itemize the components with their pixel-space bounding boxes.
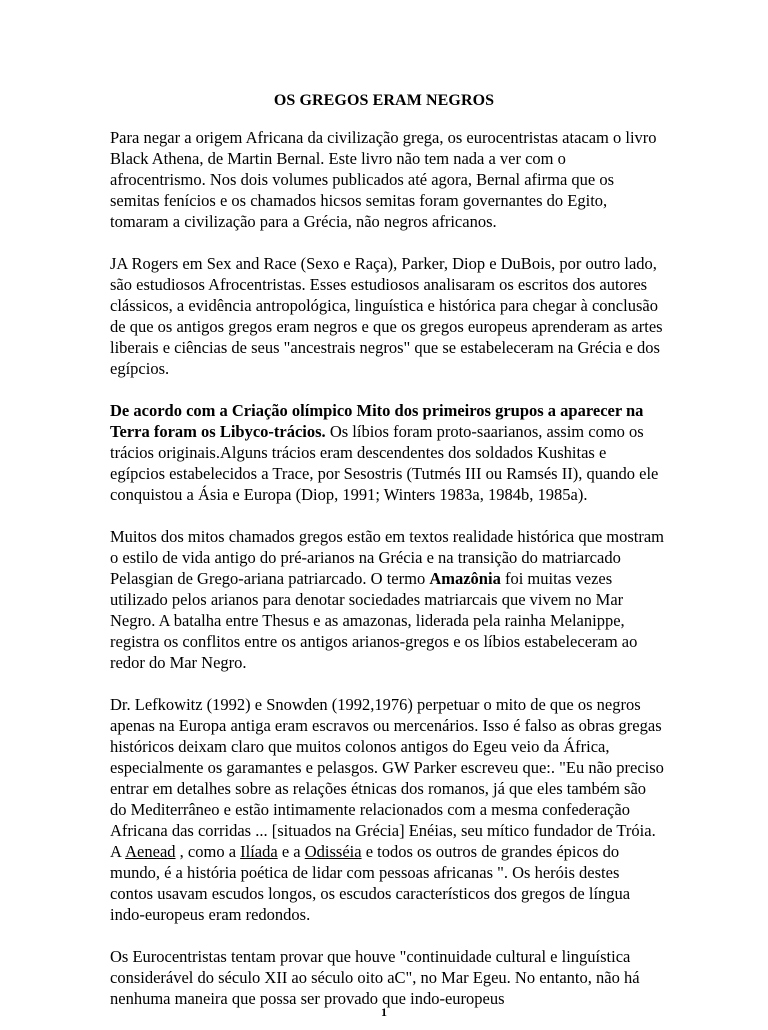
text-run: Os Eurocentristas tentam provar que houve "continuidade cultural e linguística considerável do século XII ao século oito aC", no Mar Egeu. No entanto, não há nenhuma maneira que possa ser provado que indo-europeus	[110, 947, 640, 1008]
paragraph-5	[110, 694, 664, 925]
paragraph-1	[110, 127, 664, 232]
text-run: foi muitas vezes utilizado pelos arianos para denotar sociedades matriarcais que vivem no Mar Negro. A batalha entre Thesus e as amazonas, liderada pela rainha Melanippe, registra os conflitos entre os antigos arianos-gregos e os líbios estabeleceram ao redor do Mar Negro.	[110, 569, 638, 672]
document-title: OS GREGOS ERAM NEGROS	[273, 92, 495, 109]
underlined-title-aenead: Aenead	[125, 842, 176, 861]
paragraph-4	[110, 526, 664, 673]
document-body	[110, 127, 664, 1030]
text-run: e todos os outros de grandes épicos do mundo, é a história poética de lidar com pessoas africanas ". Os heróis destes contos usavam escudos longos, os escudos característicos dos gregos de língua indo-europeus eram redondos.	[110, 842, 631, 924]
underlined-title-iliada: Ilíada	[240, 842, 278, 861]
bold-text-run: De acordo com a Criação olímpico Mito dos primeiros grupos a aparecer na Terra foram os Libyco-trácios.	[110, 401, 644, 441]
bold-term-amazonia: Amazônia	[429, 569, 501, 588]
paragraph-2	[110, 253, 664, 379]
text-run: JA Rogers em Sex and Race (Sexo e Raça), Parker, Diop e DuBois, por outro lado, são estudiosos Afrocentristas. Esses estudiosos analisaram os escritos dos autores clássicos, a evidência antropológica, linguística e histórica para chegar à conclusão de que os antigos gregos eram negros e que os gregos europeus aprenderam as artes liberais e ciências de seus "ancestrais negros" que se estabeleceram na Grécia e dos egípcios.	[110, 254, 663, 378]
underlined-title-odisseia: Odisséia	[304, 842, 362, 861]
page-number: 1	[381, 1005, 387, 1019]
text-run: Os líbios foram proto-saarianos, assim como os trácios originais.Alguns trácios eram descendentes dos soldados Kushitas e egípcios estabelecidos a Trace, por Sesostris (Tutmés III ou Ramsés II), quando ele conquistou a Ásia e Europa (Diop, 1991; Winters 1983a, 1984b, 1985a).	[110, 422, 659, 504]
text-run: , como a	[175, 842, 241, 861]
text-run: Muitos dos mitos chamados gregos estão em textos realidade histórica que mostram o estilo de vida antigo do pré-arianos na Grécia e na transição do matriarcado Pelasgian de Grego-ariana patriarcado. O termo	[110, 527, 665, 588]
text-run: e a	[277, 842, 305, 861]
text-run: Para negar a origem Africana da civilização grega, os eurocentristas atacam o livro Black Athena, de Martin Bernal. Este livro não tem nada a ver com o afrocentrismo. Nos dois volumes publicados até agora, Bernal afirma que os semitas fenícios e os chamados hicsos semitas foram governantes do Egito, tomaram a civilização para a Grécia, não negros africanos.	[110, 128, 657, 231]
paragraph-3	[110, 400, 664, 505]
text-run: Dr. Lefkowitz (1992) e Snowden (1992,1976) perpetuar o mito de que os negros apenas na Europa antiga eram escravos ou mercenários. Isso é falso as obras gregas históricos deixam claro que muitos colonos antigos do Egeu veio da África, especialmente os garamantes e pelasgos. GW Parker escreveu que:. "Eu não preciso entrar em detalhes sobre as relações étnicas dos romanos, já que eles também são do Mediterrâneo e estão intimamente relacionados com a mesma confederação Africana das corridas ... [situados na Grécia] Enéias, seu mítico fundador de Tróia. A	[110, 695, 664, 861]
paragraph-6	[110, 946, 664, 1009]
